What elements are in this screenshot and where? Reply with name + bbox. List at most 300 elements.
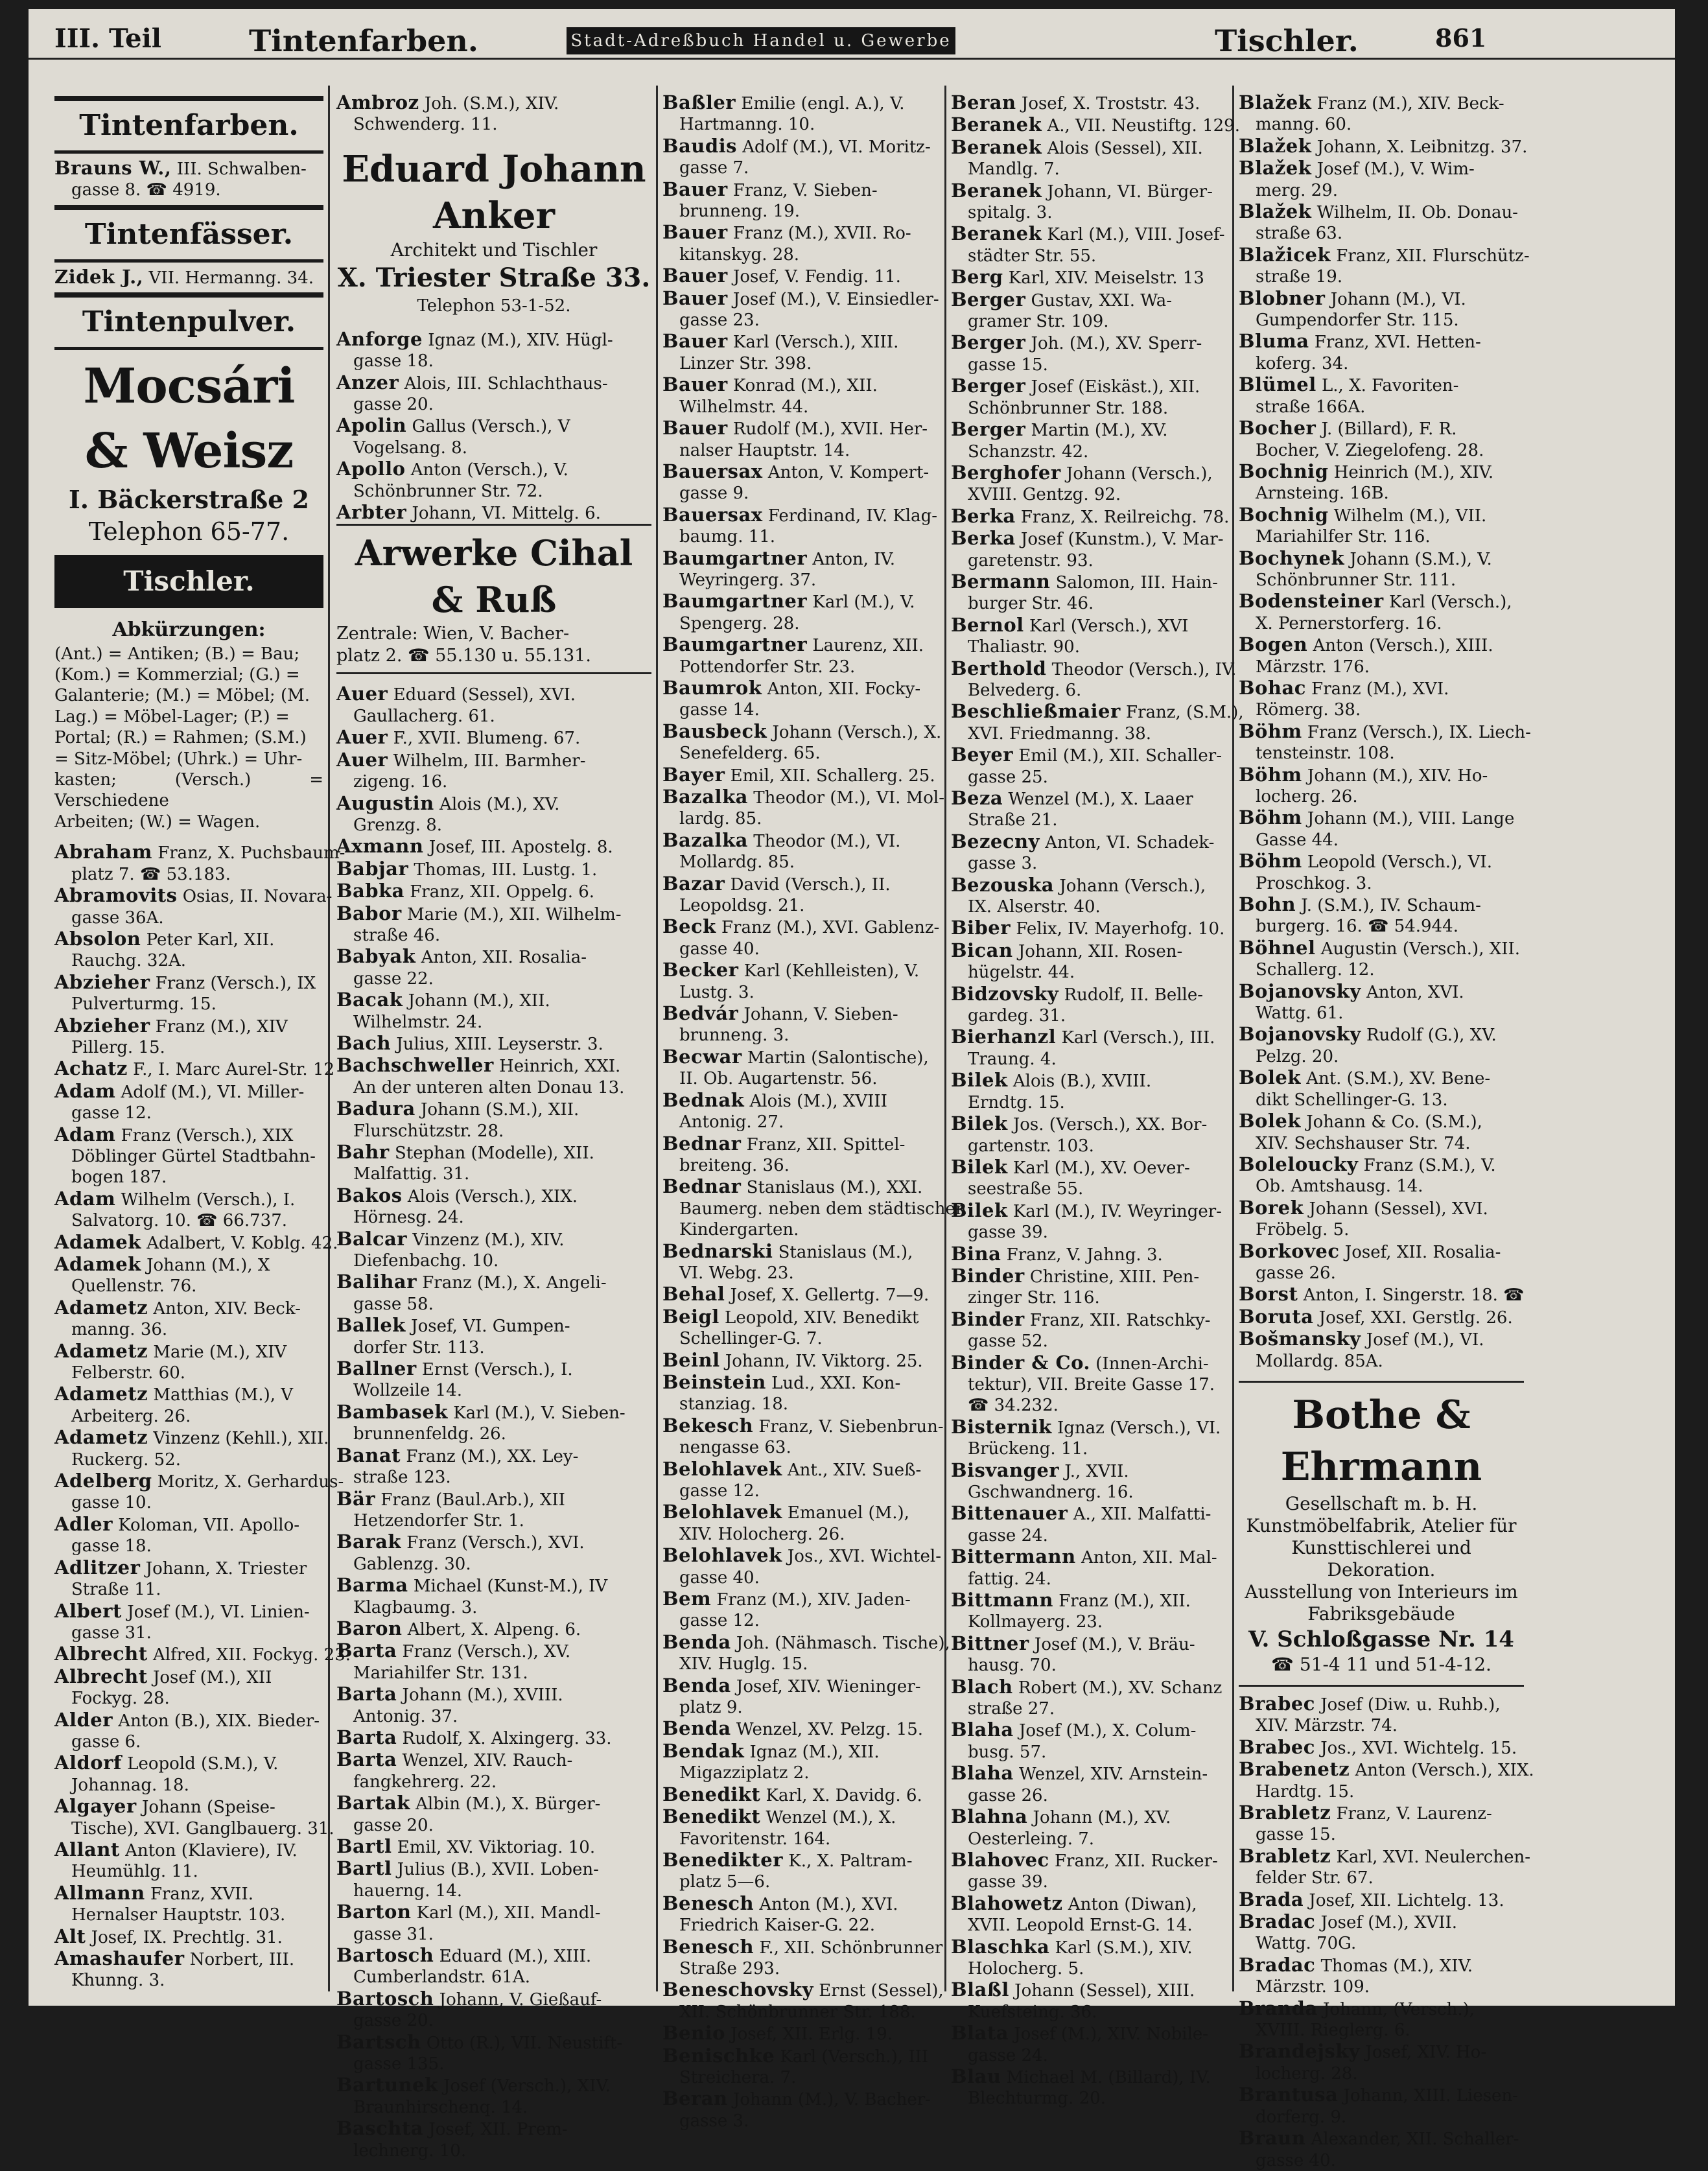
entry-name: Babjar (336, 857, 409, 880)
entry-text: gasse 14. (679, 700, 760, 720)
entry-name: Bogen (1239, 633, 1308, 656)
directory-entry (951, 2002, 1228, 2023)
directory-entry (54, 1666, 323, 1688)
directory-entry (951, 506, 1228, 528)
entry-text: Karl (M.), VIII. Josef- (1047, 225, 1225, 245)
entry-text: Johann, VI. Mittelg. 6. (412, 504, 601, 524)
entry-text: Karl (M.), XV. Oever- (1012, 1158, 1190, 1178)
entry-text: busg. 57. (968, 1742, 1047, 1762)
directory-entry (662, 526, 940, 547)
entry-text: Johann, V. Gießauf- (439, 1989, 602, 2010)
entry-text: Wilhelm (M.), VII. (1333, 506, 1487, 526)
entry-text: Ferdinand, IV. Klag- (767, 506, 938, 526)
entry-text: Ignaz (Versch.), VI. (1057, 1418, 1221, 1438)
entry-name: Barak (336, 1531, 401, 1553)
entry-name: Benedikter (662, 1848, 784, 1871)
directory-entry (54, 1341, 323, 1363)
entry-name: Benischke (662, 2044, 775, 2067)
directory-entry (54, 1818, 334, 1839)
directory-entry (951, 1698, 1228, 1719)
entry-name: Bednar (662, 1132, 742, 1155)
directory-entry (54, 1861, 323, 1882)
entry-text: bogen 187. (71, 1168, 167, 1188)
entry-text: Ernst (Versch.), I. (421, 1360, 573, 1380)
entry-text: dorfer Str. 113. (353, 1337, 485, 1357)
directory-entry (1239, 548, 1524, 570)
entry-name: Bernol (951, 613, 1024, 636)
entry-text: Johannag. 18. (71, 1775, 189, 1795)
right-running-title: Tischler. (1215, 23, 1359, 58)
entry-text: Ignaz (M.), XII. (749, 1742, 880, 1762)
entry-text: gasse 31. (71, 1623, 152, 1643)
entry-text: Gablenzg. 30. (353, 1554, 471, 1574)
entry-text: Johann, XII. Rosen- (1018, 941, 1183, 961)
entry-name: Balihar (336, 1271, 417, 1293)
entry-name: Beranek (951, 135, 1042, 158)
entry-name: Berger (951, 331, 1026, 354)
entry-name: Baßler (662, 91, 736, 113)
entry-name: Albrecht (54, 1665, 148, 1687)
directory-entry (336, 1881, 651, 1901)
entry-text: Karl (Versch.), XVI (1029, 616, 1189, 636)
entry-name: Bauer (662, 330, 728, 353)
entry-name: Bilek (951, 1199, 1008, 1221)
entry-text: gasse 24. (968, 2045, 1048, 2065)
entry-text: Robert (M.), XV. Schanz (1018, 1678, 1223, 1698)
entry-name: Aldorf (54, 1752, 122, 1774)
directory-entry (662, 1481, 940, 1501)
directory-entry (662, 504, 940, 526)
entry-text: Franz (Versch.), XVI. (406, 1533, 585, 1553)
advertiser-line: Gesellschaft m. b. H. (1285, 1492, 1478, 1514)
entry-text: Baumerg. neben dem städtischen (679, 1199, 966, 1219)
directory-entry (54, 1167, 323, 1188)
entry-name: Böhm (1239, 720, 1302, 742)
directory-entry (951, 1179, 1228, 1199)
directory-entry (1239, 1737, 1524, 1759)
entry-text: Anton (M.), XVI. (759, 1894, 898, 1914)
directory-entry (951, 723, 1228, 744)
entry-name: Bartl (336, 1835, 392, 1857)
directory-entry (54, 1449, 323, 1470)
directory-entry (1239, 2107, 1524, 2128)
entry-text: J., XVII. (1064, 1461, 1129, 1481)
column-rule (656, 86, 658, 1991)
entry-name: Bartak (336, 1792, 410, 1814)
entry-text: Augustin (Versch.), XII. (1320, 939, 1521, 959)
directory-entry (54, 158, 323, 180)
directory-entry (1239, 981, 1524, 1003)
entry-text: Franz, XII. Flurschütz- (1336, 246, 1530, 266)
entry-name: Baumgartner (662, 633, 808, 656)
entry-text: Franz (M.), XVI. (1311, 679, 1449, 699)
entry-text: Josef (M.), VI. Linien- (127, 1602, 310, 1622)
entry-name: Bošmansky (1239, 1328, 1361, 1350)
entry-text: Josef (M.), VI. (1366, 1330, 1484, 1350)
directory-entry (336, 1836, 651, 1858)
directory-entry (336, 1098, 651, 1120)
entry-name: Bocher (1239, 417, 1316, 440)
directory-entry (662, 1697, 940, 1718)
entry-text: Josef (M.), V. Bräu- (1034, 1634, 1195, 1654)
directory-entry (1239, 201, 1524, 223)
directory-entry (1239, 1977, 1524, 1997)
entry-name: Borst (1239, 1283, 1298, 1306)
entry-name: Barta (336, 1726, 397, 1748)
directory-entry (662, 1784, 940, 1806)
entry-list (54, 841, 351, 1991)
page-number: 861 (1435, 23, 1487, 53)
entry-text: Franz (M.), XIV (155, 1016, 288, 1037)
entry-text: Josef, V. Fendig. 11. (732, 267, 901, 287)
entry-name: Abramovits (54, 884, 178, 907)
directory-entry (336, 1012, 651, 1033)
entry-text: Flurschützstr. 28. (353, 1121, 504, 1141)
directory-entry (662, 786, 945, 808)
entry-text: Marie (M.), XII. Wilhelm- (406, 904, 622, 924)
entry-text: F., XVII. Blumeng. 67. (393, 729, 581, 749)
entry-text: Otto (R.), VII. Neustift- (426, 2033, 623, 2053)
directory-entry (336, 749, 651, 771)
directory-entry (1239, 1197, 1524, 1219)
entry-text: Pillerg. 15. (71, 1037, 165, 1057)
directory-entry (951, 159, 1228, 180)
directory-entry (951, 940, 1228, 962)
directory-entry (951, 92, 1228, 114)
directory-entry (336, 1663, 651, 1684)
entry-text: Gaullacherg. 61. (353, 706, 495, 726)
directory-entry (336, 1640, 651, 1662)
directory-entry (662, 1849, 940, 1872)
entry-text: Johann, XIII. Liesen- (1343, 2086, 1518, 2106)
entry-name: Blažek (1239, 134, 1312, 157)
directory-entry (54, 1057, 335, 1080)
entry-name: Baschta (336, 2117, 424, 2140)
entry-text: Karl, XIV. Meiselstr. 13 (1008, 268, 1204, 288)
advertiser-name: Eduard Johann Anker (342, 147, 646, 237)
entry-name: Bierhanzl (951, 1026, 1057, 1048)
entry-name: Bauer (662, 221, 728, 244)
entry-text: nalser Hauptstr. 14. (679, 440, 850, 460)
entry-text: platz 5—6. (679, 1872, 771, 1892)
entry-name: Bidzovsky (951, 982, 1059, 1005)
entry-name: Anzer (336, 371, 399, 393)
directory-entry (662, 1199, 966, 1219)
directory-entry (662, 1219, 940, 1240)
directory-entry (951, 1785, 1228, 1806)
directory-entry (1239, 1306, 1524, 1328)
directory-entry (1239, 830, 1524, 851)
entry-name: Adelberg (54, 1470, 152, 1492)
directory-entry (662, 1350, 940, 1372)
directory-entry (951, 246, 1228, 266)
directory-entry (336, 481, 651, 502)
entry-text: Johann (S.M.), XII. (421, 1100, 579, 1120)
advertiser-address: V. Schloßgasse Nr. 14 (1248, 1626, 1514, 1652)
directory-entry (662, 1893, 940, 1915)
entry-text: Ant., XIV. Sueß- (787, 1460, 922, 1480)
directory-entry (662, 1394, 940, 1414)
entry-name: Berghofer (951, 461, 1061, 484)
directory-entry (1239, 937, 1524, 959)
directory-entry (336, 1467, 651, 1488)
entry-text: Koloman, VII. Apollo- (118, 1515, 300, 1535)
directory-entry (662, 288, 940, 310)
entry-text: Franz (M.), X. Angeli- (422, 1273, 607, 1293)
entry-text: gasse 39. (968, 1223, 1048, 1243)
directory-entry (951, 810, 1228, 830)
directory-entry (662, 1112, 940, 1132)
entry-text: Franz, XII. Rucker- (1054, 1851, 1218, 1871)
entry-name: Berthold (951, 657, 1047, 679)
advertiser-telephone: Telephon 65-77. (88, 517, 290, 546)
section-heading-tischler: Tischler. (54, 555, 323, 608)
directory-entry (1239, 807, 1524, 829)
directory-entry (951, 1872, 1228, 1892)
directory-entry (951, 700, 1244, 723)
entry-text: Moritz, X. Gerhardus- (157, 1472, 344, 1492)
entry-text: Thomas, III. Lustg. 1. (414, 860, 598, 880)
directory-entry (1239, 959, 1524, 980)
directory-entry (662, 1068, 940, 1089)
entry-text: Johann, VI. Bürger- (1047, 182, 1213, 202)
entry-name: Beschließmaier (951, 700, 1121, 723)
directory-entry (1239, 2063, 1524, 2084)
directory-entry (951, 615, 1228, 637)
entry-text: Hörnesg. 24. (353, 1208, 464, 1228)
directory-entry (662, 1588, 940, 1610)
entry-name: Adam (54, 1123, 116, 1145)
directory-entry (54, 1383, 323, 1405)
entry-name: Benda (662, 1630, 731, 1653)
entry-text: gasse 20. (353, 395, 434, 415)
entry-name: Brauns W., (54, 157, 172, 179)
entry-name: Bina (951, 1242, 1001, 1265)
entry-name: Blach (951, 1675, 1013, 1698)
directory-entry (951, 462, 1228, 484)
directory-entry (1239, 1328, 1524, 1350)
directory-entry (336, 1554, 651, 1575)
entry-text: Anton, XII. Rosalia- (421, 948, 587, 968)
directory-entry (1239, 591, 1524, 613)
entry-text: Albin (M.), X. Bürger- (415, 1794, 601, 1814)
entry-name: Bacak (336, 989, 403, 1011)
entry-text: Franz, V. Laurenz- (1336, 1804, 1492, 1824)
directory-entry (54, 1536, 323, 1556)
directory-entry (951, 1243, 1228, 1265)
directory-entry (54, 266, 323, 288)
entry-list (336, 92, 651, 135)
entry-name: Beranek (951, 222, 1042, 245)
entry-text: Emil (M.), XII. Schaller- (1018, 746, 1222, 766)
entry-name: Berger (951, 418, 1026, 441)
directory-entry (336, 968, 651, 989)
header-banner: Stadt-Adreßbuch Handel u. Gewerbe (567, 27, 955, 54)
entry-text: Alois (Sessel), XII. (1047, 138, 1203, 158)
entry-text: gasse 18. (71, 1536, 152, 1556)
entry-text: ☎ 34.232. (968, 1396, 1059, 1416)
directory-entry (662, 873, 940, 895)
entry-text: Karl, X. Davidg. 6. (766, 1785, 922, 1805)
entry-text: Eduard (Sessel), XVI. (393, 685, 576, 705)
entry-text: Friedrich Kaiser-G. 22. (679, 1916, 876, 1936)
entry-name: Auer (336, 748, 388, 771)
entry-text: Oesterleing. 7. (968, 1829, 1095, 1849)
entry-name: Bambasek (336, 1400, 448, 1423)
directory-entry (1239, 2150, 1524, 2171)
entry-text: Karl (M.), XII. Mandl- (416, 1903, 601, 1923)
entry-text: Karl (Versch.), III (780, 2047, 929, 2067)
entry-text: David (Versch.), II. (730, 874, 891, 895)
entry-name: Barma (336, 1574, 408, 1597)
directory-entry (1239, 2020, 1524, 2041)
entry-text: Anton, IV. (812, 549, 896, 569)
directory-entry (662, 1306, 940, 1328)
directory-entry (662, 1025, 940, 1046)
entry-text: Straße 21. (968, 810, 1058, 830)
entry-text: Vinzenz (Kehll.), XII. (153, 1429, 329, 1449)
entry-name: Baron (336, 1617, 403, 1639)
entry-name: Bittermann (951, 1545, 1076, 1568)
entry-text: Anton, XVI. (1366, 982, 1464, 1002)
directory-entry (662, 1806, 940, 1828)
entry-name: Baumgartner (662, 546, 808, 569)
entry-name: Bodensteiner (1239, 590, 1384, 613)
entry-text: Franz, X. Reilreichg. 78. (1020, 507, 1230, 527)
entry-text: Leopold, XIV. Benedikt (725, 1308, 919, 1328)
entry-name: Apollo (336, 458, 406, 480)
directory-entry (662, 764, 940, 786)
directory-entry (336, 329, 651, 351)
category-entries (54, 266, 323, 288)
directory-entry (336, 1684, 651, 1706)
entry-name: Blümel (1239, 373, 1316, 396)
advertiser-address: I. Bäckerstraße 2 (69, 485, 309, 515)
entry-name: Baumrok (662, 676, 762, 699)
advertiser-name: Bothe & Ehrmann (1280, 1392, 1482, 1490)
entry-text: Wilhelmstr. 44. (679, 397, 809, 417)
directory-entry (951, 332, 1228, 354)
directory-entry (662, 114, 940, 135)
entry-text: Hardtg. 15. (1256, 1781, 1355, 1801)
entry-text: nengasse 63. (679, 1438, 791, 1458)
column-rule (1232, 86, 1234, 1991)
entry-text: straße 19. (1256, 267, 1343, 287)
directory-entry (951, 853, 1228, 874)
entry-text: Osias, II. Novara- (182, 887, 333, 907)
entry-text: brunnenfeldg. 26. (353, 1424, 506, 1444)
abbreviation-line: Lag.) = Möbel-Lager; (P.) = (54, 707, 290, 727)
entry-name: Blažek (1239, 200, 1312, 223)
entry-text: XVI. Friedmanng. 38. (968, 723, 1152, 744)
entry-text: merg. 29. (1256, 180, 1338, 200)
entry-name: Bahr (336, 1141, 390, 1163)
entry-name: Bartl (336, 1857, 392, 1880)
directory-entry (951, 1309, 1228, 1331)
entry-text: Schwenderg. 11. (353, 115, 498, 135)
directory-entry (336, 815, 651, 836)
entry-text: lechnerg. 10. (353, 2141, 467, 2161)
directory-entry (54, 972, 323, 994)
entry-name: Benio (662, 2022, 725, 2045)
directory-entry (1239, 613, 1524, 634)
entry-text: XVII. Leopold Ernst-G. 14. (968, 1916, 1193, 1936)
directory-entry (336, 1575, 651, 1597)
entry-name: Brada (1239, 1888, 1304, 1910)
entry-name: Bezecny (951, 830, 1040, 852)
directory-entry (951, 1503, 1228, 1525)
directory-entry (54, 1015, 323, 1037)
directory-entry (662, 397, 940, 417)
entry-name: Adametz (54, 1339, 148, 1362)
directory-entry (336, 1228, 651, 1250)
entry-text: Leopold (S.M.), V. (127, 1754, 279, 1774)
directory-entry (951, 874, 1228, 897)
entry-name: Anforge (336, 327, 423, 350)
directory-entry (1239, 266, 1524, 287)
directory-entry (951, 1352, 1228, 1374)
directory-entry (951, 1460, 1228, 1482)
entry-text: Wenzel, XV. Pelzg. 15. (736, 1720, 924, 1740)
directory-entry (336, 946, 651, 968)
entry-name: Bekesch (662, 1414, 754, 1437)
entry-text: Franz (M.), XX. Ley- (406, 1446, 579, 1466)
entry-text: gardeg. 31. (968, 1006, 1066, 1026)
directory-entry (336, 2054, 651, 2074)
entry-text: hauerng. 14. (353, 1881, 463, 1901)
category-heading: Tintenfässer. (84, 217, 294, 251)
entry-name: Beran (662, 2087, 728, 2110)
directory-entry (336, 1402, 651, 1424)
directory-entry (54, 841, 345, 863)
entry-text: XVIII. Rieglerg. 6. (1256, 2021, 1410, 2041)
directory-entry (336, 1033, 651, 1055)
directory-entry (662, 1915, 940, 1936)
abbreviation-line: = Sitz-Möbel; (Uhrk.) = Uhr- (54, 749, 303, 769)
entry-text: gasse 12. (71, 1103, 152, 1123)
entry-text: gasse 20. (353, 2011, 434, 2031)
entry-name: Bezouska (951, 873, 1055, 896)
entry-text: Alfred, XII. Fockyg. 23. (152, 1645, 351, 1665)
entry-text: Anton, V. Kompert- (767, 462, 930, 482)
directory-entry (54, 950, 323, 971)
entry-name: Brabenetz (1239, 1758, 1350, 1781)
entry-name: Zidek J., (54, 265, 144, 288)
entry-name: Binder (951, 1264, 1025, 1287)
entry-name: Abzieher (54, 970, 150, 993)
entry-name: Baumgartner (662, 590, 808, 613)
directory-entry (336, 1706, 651, 1727)
entry-name: Blobner (1239, 287, 1326, 309)
entry-text: Thaliastr. 90. (968, 637, 1080, 657)
directory-entry (1239, 1844, 1530, 1868)
column-4 (951, 91, 1244, 2109)
entry-text: Josef, III. Apostelg. 8. (428, 838, 613, 858)
entry-text: Josef (M.), V. Wim- (1316, 159, 1475, 180)
entry-name: Blaschka (951, 1935, 1050, 1958)
entry-text: Johann, IV. Viktorg. 25. (725, 1351, 923, 1371)
entry-text: Rudolf (M.), XVII. Her- (732, 419, 928, 440)
directory-entry (336, 1337, 651, 1358)
entry-name: Beza (951, 787, 1003, 809)
directory-entry (951, 897, 1228, 917)
directory-entry (951, 1958, 1228, 1979)
directory-entry (336, 1207, 651, 1228)
entry-text: gasse 39. (968, 1872, 1048, 1892)
directory-entry (336, 1792, 651, 1814)
category-heading: Tintenpulver. (82, 305, 296, 339)
directory-entry (54, 1037, 323, 1058)
